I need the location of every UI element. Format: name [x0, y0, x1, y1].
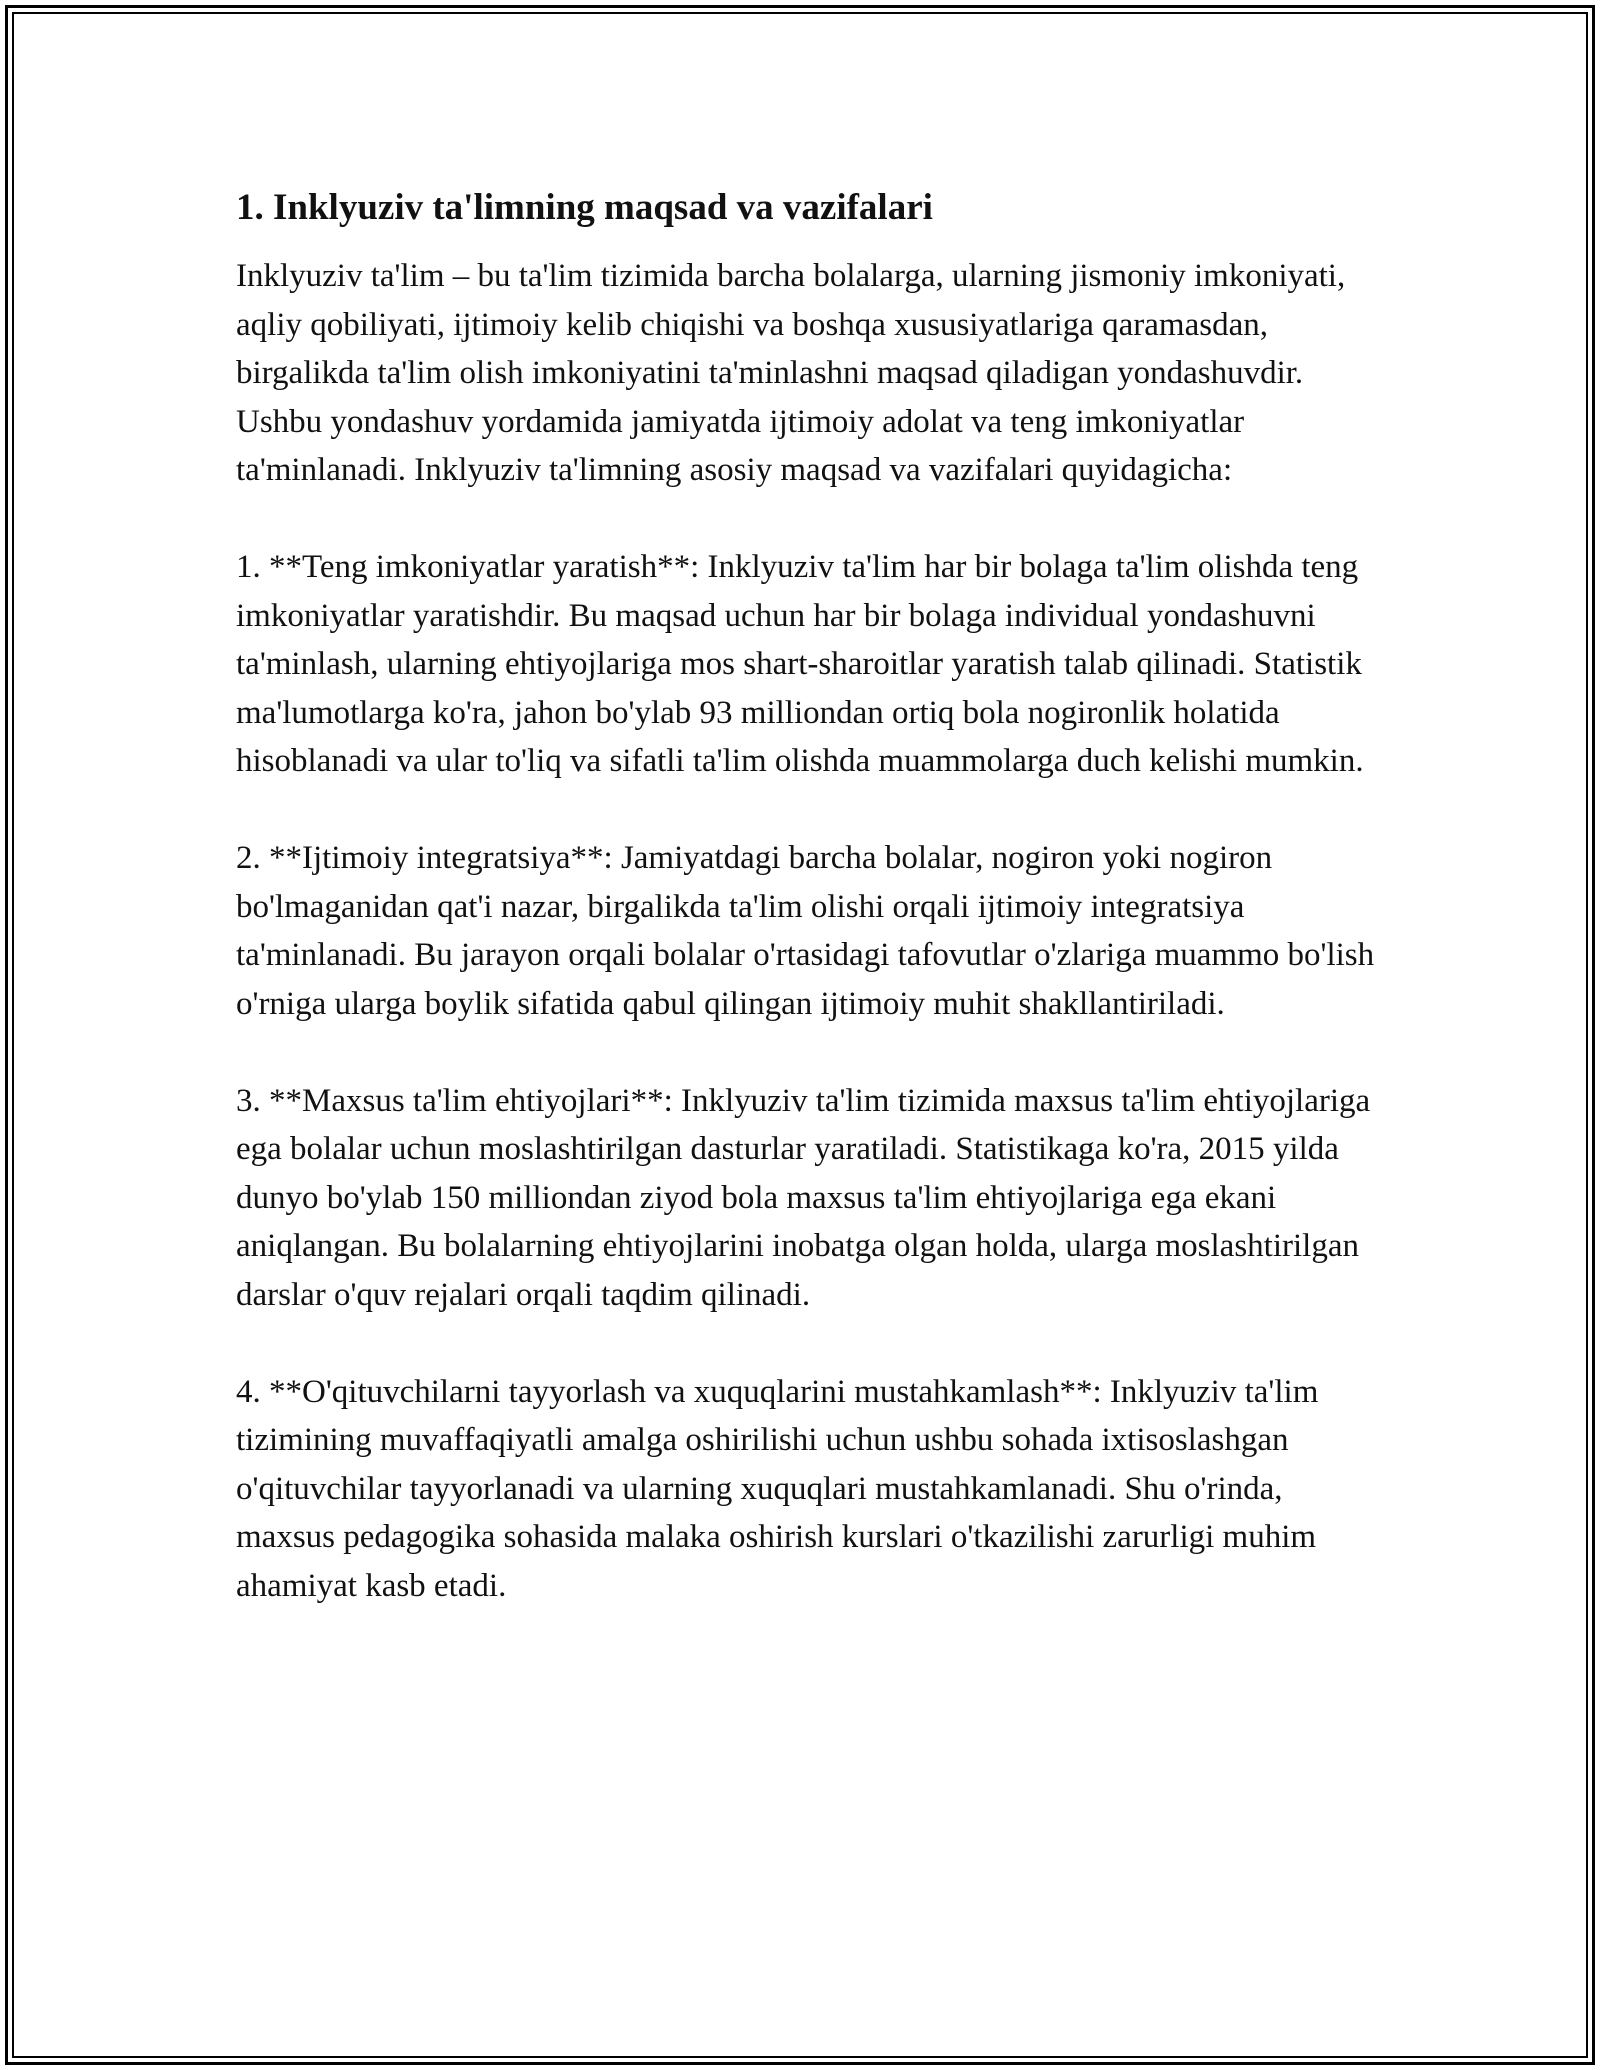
paragraph-special-needs: 3. **Maxsus ta'lim ehtiyojlari**: Inklyuziv ta'lim tizimida maxsus ta'lim ehtiyojlariga ega bolalar uchun moslashtirilgan dasturlar yaratiladi. Statistikaga ko'ra, 2015 yilda dunyo bo'ylab 150 milliondan ziyod bola maxsus ta'lim ehtiyojlariga ega ekani aniqlangan. Bu bolalarning ehtiyojlarini inobatga olgan holda, ularga moslashtirilgan darslar o'quv rejalari orqali taqdim qilinadi. [236, 1082, 1371, 1313]
intro-paragraph: Inklyuziv ta'lim – bu ta'lim tizimida barcha bolalarga, ularning jismoniy imkoniyati, aqliy qobiliyati, ijtimoiy kelib chiqishi va boshqa xususiyatlariga qaramasdan, birgalikda ta'lim olish imkoniyatini ta'minlashni maqsad qiladigan yondashuvdir. Ushbu yondashuv yordamida jamiyatda ijtimoiy adolat va teng imkoniyatlar ta'minlanadi. Inklyuziv ta'limning asosiy maqsad va vazifalari quyidagicha: [236, 258, 1346, 488]
paragraph-teacher-training: 4. **O'qituvchilarni tayyorlash va xuquqlarini mustahkamlash**: Inklyuziv ta'lim tizimining muvaffaqiyatli amalga oshirilishi uchun ushbu sohada ixtisoslashgan o'qituvchilar tayyorlanadi va ularning xuquqlari mustahkamlanadi. Shu o'rinda, maxsus pedagogika sohasida malaka oshirish kurslari o'tkazilishi zarurligi muhim ahamiyat kasb etadi. [236, 1373, 1319, 1604]
document-body [236, 182, 1386, 1659]
section-title: 1. Inklyuziv ta'limning maqsad va vazifalari [236, 187, 933, 228]
paragraph-social-integration: 2. **Ijtimoiy integratsiya**: Jamiyatdagi barcha bolalar, nogiron yoki nogiron bo'lmaganidan qat'i nazar, birgalikda ta'lim olishi orqali ijtimoiy integratsiya ta'minlanadi. Bu jarayon orqali bolalar o'rtasidagi tafovutlar o'zlariga muammo bo'lish o'rniga ularga boylik sifatida qabul qilingan ijtimoiy muhit shakllantiriladi. [236, 840, 1375, 1022]
paragraph-equal-opportunities: 1. **Teng imkoniyatlar yaratish**: Inklyuziv ta'lim har bir bolaga ta'lim olishda teng imkoniyatlar yaratishdir. Bu maqsad uchun har bir bolaga individual yondashuvni ta'minlash, ularning ehtiyojlariga mos shart-sharoitlar yaratish talab qilinadi. Statistik ma'lumotlarga ko'ra, jahon bo'ylab 93 milliondan ortiq bola nogironlik holatida hisoblanadi va ular to'liq va sifatli ta'lim olishda muammolarga duch kelishi mumkin. [236, 549, 1364, 779]
